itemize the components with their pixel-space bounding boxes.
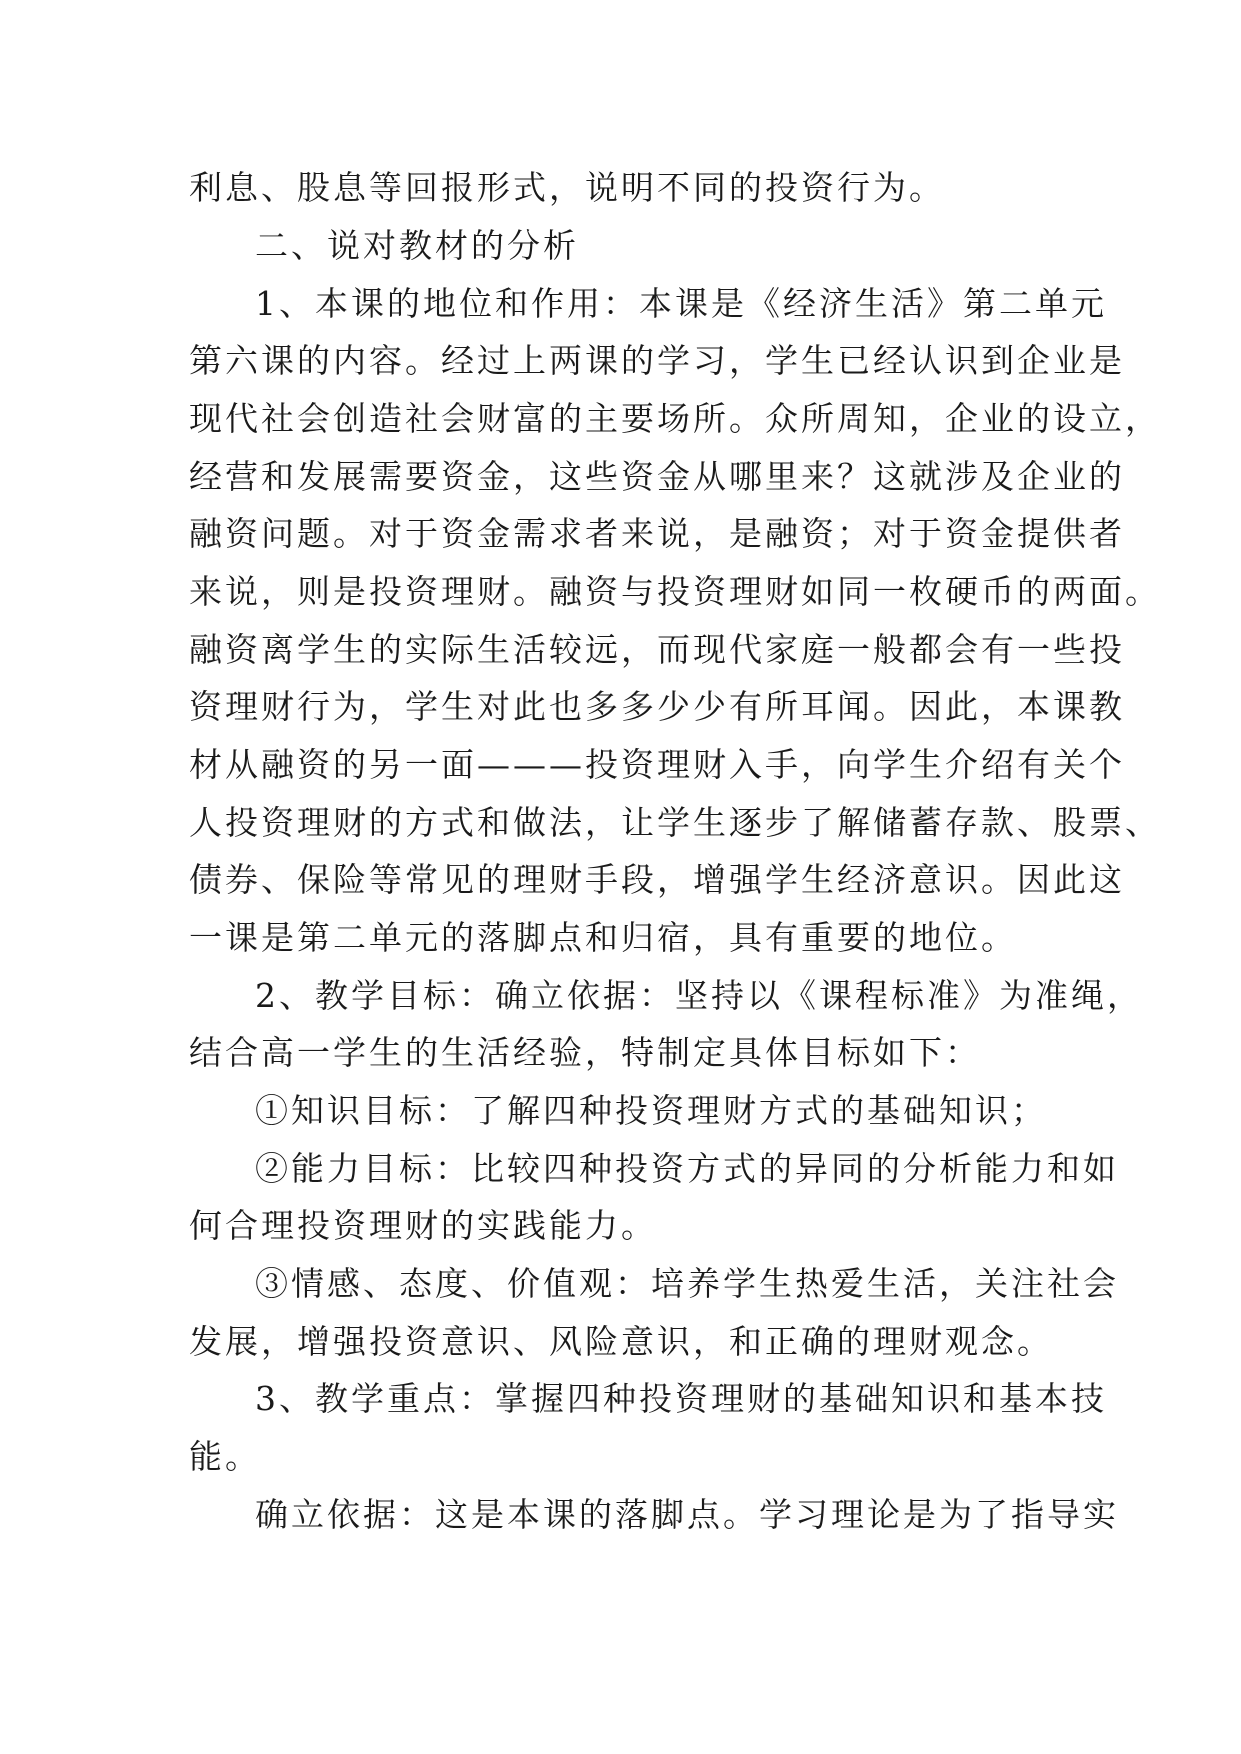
text-line: 现代社会创造社会财富的主要场所。众所周知，企业的设立，: [189, 399, 1161, 438]
text-line: 3、教学重点：掌握四种投资理财的基础知识和基本技: [255, 1379, 1107, 1418]
text-line: 债券、保险等常见的理财手段，增强学生经济意识。因此这: [189, 860, 1125, 899]
text-line: 来说，则是投资理财。融资与投资理财如同一枚硬币的两面。: [189, 572, 1161, 611]
text-line: 何合理投资理财的实践能力。: [189, 1206, 657, 1245]
text-line: 结合高一学生的生活经验，特制定具体目标如下：: [189, 1033, 981, 1072]
text-line: 确立依据：这是本课的落脚点。学习理论是为了指导实: [255, 1495, 1119, 1534]
text-line: ②能力目标：比较四种投资方式的异同的分析能力和如: [255, 1149, 1119, 1188]
text-line: ①知识目标：了解四种投资理财方式的基础知识；: [255, 1091, 1047, 1130]
text-line: 融资离学生的实际生活较远，而现代家庭一般都会有一些投: [189, 630, 1125, 669]
text-line: 利息、股息等回报形式，说明不同的投资行为。: [189, 168, 945, 207]
text-line: ③情感、态度、价值观：培养学生热爱生活，关注社会: [255, 1264, 1119, 1303]
text-line: 能。: [189, 1437, 261, 1476]
text-line: 1、本课的地位和作用：本课是《经济生活》第二单元: [255, 284, 1107, 323]
text-line: 一课是第二单元的落脚点和归宿，具有重要的地位。: [189, 918, 1017, 957]
text-line: 发展，增强投资意识、风险意识，和正确的理财观念。: [189, 1322, 1053, 1361]
text-line: 经营和发展需要资金，这些资金从哪里来？这就涉及企业的: [189, 457, 1125, 496]
section-heading: 二、说对教材的分析: [255, 226, 579, 265]
text-line: 材从融资的另一面———投资理财入手，向学生介绍有关个: [189, 745, 1125, 784]
text-line: 融资问题。对于资金需求者来说，是融资；对于资金提供者: [189, 514, 1125, 553]
text-line: 资理财行为，学生对此也多多少少有所耳闻。因此，本课教: [189, 687, 1125, 726]
text-line: 2、教学目标：确立依据：坚持以《课程标准》为准绳，: [255, 976, 1143, 1015]
text-line: 第六课的内容。经过上两课的学习，学生已经认识到企业是: [189, 341, 1125, 380]
text-line: 人投资理财的方式和做法，让学生逐步了解储蓄存款、股票、: [189, 803, 1161, 842]
